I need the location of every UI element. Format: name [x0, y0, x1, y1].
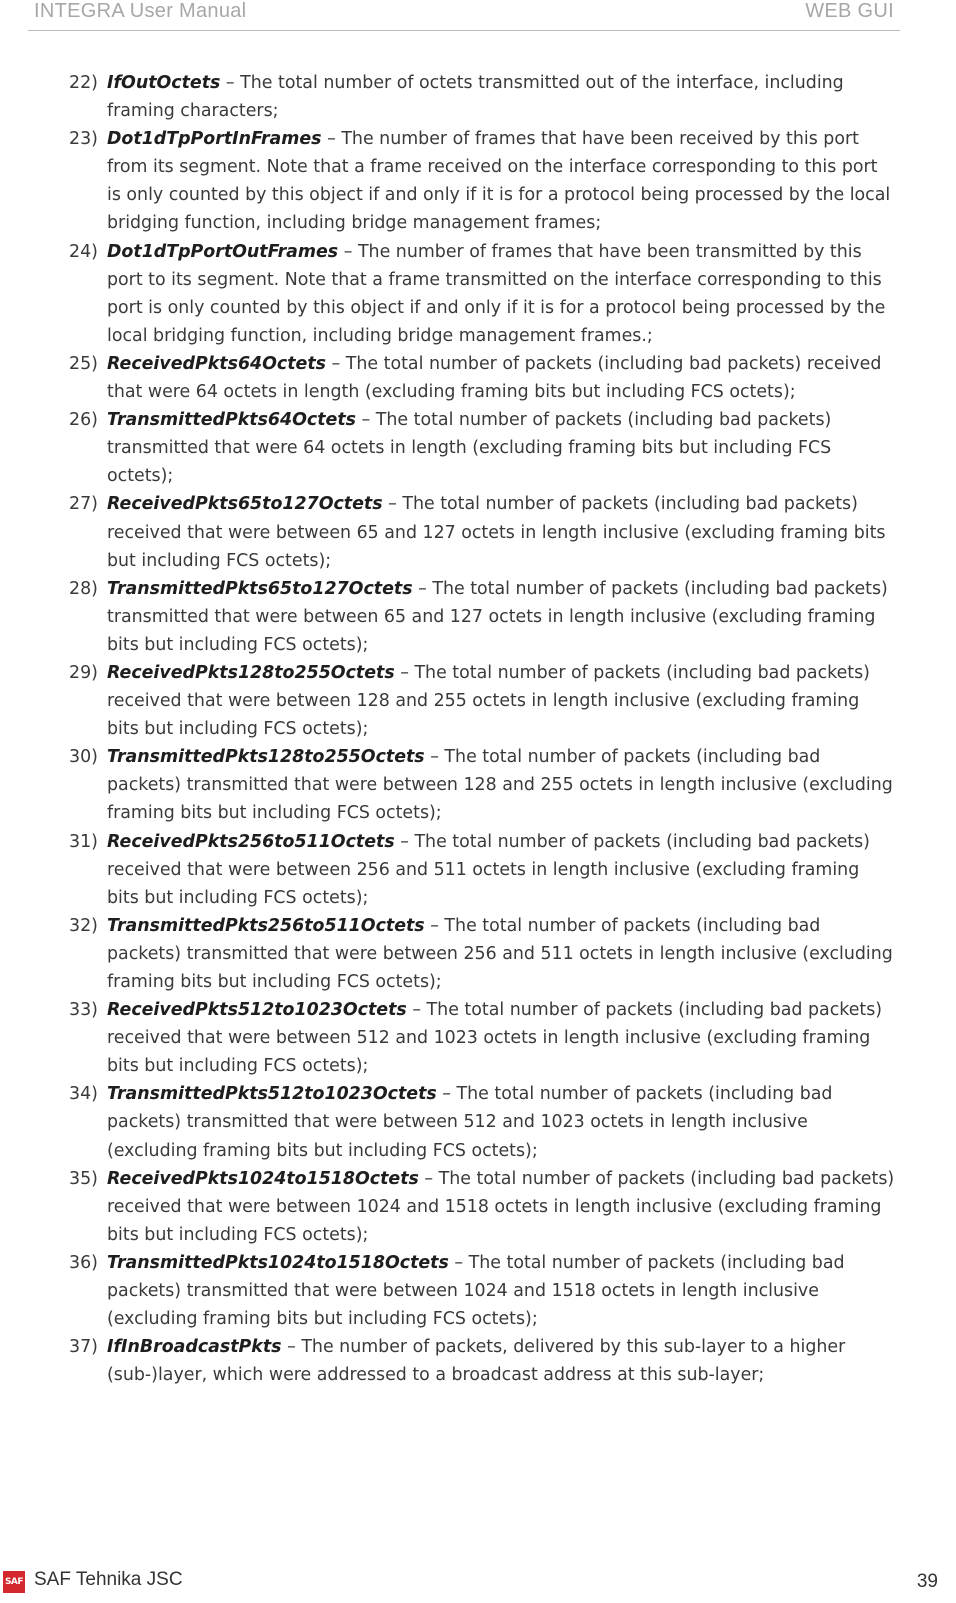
item-term: ReceivedPkts256to511Octets: [107, 831, 395, 852]
item-description: The number of packets, delivered by this sub-layer to a higher (sub-)layer, which were addressed to a broadcast address at this sub-layer;: [107, 1337, 846, 1386]
item-term: ReceivedPkts1024to1518Octets: [107, 1168, 419, 1189]
list-item: [66, 1165, 896, 1249]
item-dash: –: [430, 915, 439, 936]
list-item: [66, 743, 896, 827]
item-term: TransmittedPkts512to1023Octets: [107, 1084, 437, 1105]
item-dash: –: [442, 1084, 451, 1105]
item-description: The total number of packets (including bad packets) received that were between 512 and 1023 octets in length inclusive (excluding framing bits but including FCS octets);: [107, 1000, 883, 1077]
item-term: TransmittedPkts256to511Octets: [107, 915, 425, 936]
company-name: SAF Tehnika JSC: [34, 1569, 183, 1590]
saf-logo-icon: SAF: [3, 1571, 25, 1593]
section-title: WEB GUI: [805, 0, 894, 22]
item-number: 34): [69, 1084, 98, 1105]
item-term: TransmittedPkts65to127Octets: [107, 578, 413, 599]
item-description: The total number of packets (including bad packets) received that were between 128 and 255 octets in length inclusive (excluding framing bits but including FCS octets);: [107, 662, 870, 740]
item-description: The total number of packets (including bad packets) received that were between 256 and 511 octets in length inclusive (excluding framing bits but including FCS octets);: [107, 831, 870, 908]
item-number: 37): [69, 1337, 98, 1358]
list-item: [66, 406, 896, 490]
item-description: The total number of packets (including bad packets) transmitted that were 64 octets in length (excluding framing bits but including FCS octets);: [107, 410, 832, 487]
item-description: The number of frames that have been received by this port from its segment. Note that a frame received on the interface corresponding to this port is only counted by this object if and only if it is for a protocol being processed by the local bridging function, including bridge management frames;: [107, 129, 891, 234]
item-dash: –: [331, 353, 341, 374]
item-number: 29): [69, 662, 98, 683]
item-dash: –: [225, 73, 235, 93]
page-number: 39: [916, 1571, 938, 1592]
item-dash: –: [400, 831, 409, 852]
list-item: [66, 238, 896, 350]
item-term: ReceivedPkts512to1023Octets: [107, 1000, 407, 1021]
item-term: Dot1dTpPortInFrames: [107, 129, 322, 150]
item-dash: –: [424, 1168, 434, 1189]
item-term: TransmittedPkts64Octets: [107, 410, 356, 431]
list-item: [66, 1080, 896, 1164]
list-item: [66, 912, 896, 996]
item-number: 22): [69, 73, 98, 93]
manual-title: INTEGRA User Manual: [34, 0, 247, 22]
item-term: Dot1dTpPortOutFrames: [107, 241, 339, 262]
item-description: The total number of packets (including bad packets) received that were between 1024 and 1518 octets in length inclusive (excluding framing bits but including FCS octets);: [107, 1168, 895, 1245]
item-dash: –: [361, 410, 371, 431]
item-number: 30): [69, 747, 98, 768]
item-term: IfOutOctets: [107, 73, 221, 93]
item-description: The total number of packets (including bad packets) received that were 64 octets in length (excluding framing bits but including FCS octets);: [107, 353, 882, 403]
item-description: The total number of packets (including bad packets) transmitted that were between 512 and 1023 octets in length inclusive (excluding framing bits but including FCS octets);: [107, 1084, 833, 1161]
list-item: [66, 828, 896, 912]
list-item: [66, 490, 896, 574]
list-item: [66, 350, 896, 406]
item-description: The total number of packets (including bad packets) transmitted that were between 1024 and 1518 octets in length inclusive (excluding framing bits but including FCS octets);: [107, 1252, 845, 1330]
list-item: [66, 659, 896, 743]
item-term: ReceivedPkts128to255Octets: [107, 662, 395, 683]
page-footer: [0, 1563, 956, 1603]
item-description: The total number of packets (including bad packets) received that were between 65 and 127 octets in length inclusive (excluding framing bits but including FCS octets);: [107, 494, 886, 571]
list-item: [66, 69, 896, 125]
item-number: 28): [69, 578, 98, 599]
item-dash: –: [327, 129, 336, 150]
item-description: The number of frames that have been transmitted by this port to its segment. Note that a frame transmitted on the interface corresponding to this port is only counted by this object if and only if it is for a protocol being processed by the local bridging function, including bridge management frames.;: [107, 241, 886, 346]
list-item: [66, 575, 896, 659]
item-number: 31): [69, 831, 98, 852]
list-item: [66, 1249, 896, 1333]
item-dash: –: [412, 1000, 422, 1021]
item-dash: –: [400, 662, 409, 683]
item-dash: –: [388, 494, 397, 515]
item-description: The total number of packets (including bad packets) transmitted that were between 256 and 511 octets in length inclusive (excluding framing bits but including FCS octets);: [107, 915, 893, 992]
item-number: 27): [69, 494, 98, 515]
item-term: TransmittedPkts128to255Octets: [107, 747, 425, 768]
item-term: ReceivedPkts65to127Octets: [107, 494, 383, 515]
item-description: The total number of packets (including bad packets) transmitted that were between 128 and 255 octets in length inclusive (excluding framing bits but including FCS octets);: [107, 747, 893, 824]
item-term: ReceivedPkts64Octets: [107, 353, 327, 374]
item-number: 25): [69, 353, 98, 374]
page-header: [28, 0, 900, 31]
item-dash: –: [418, 578, 427, 599]
item-number: 24): [69, 241, 98, 262]
item-term: TransmittedPkts1024to1518Octets: [107, 1252, 449, 1273]
item-number: 33): [69, 1000, 98, 1021]
item-dash: –: [287, 1337, 296, 1358]
item-description: The total number of octets transmitted out of the interface, including framing characters;: [107, 73, 844, 122]
list-item: [66, 125, 896, 237]
item-number: 23): [69, 129, 98, 150]
item-dash: –: [454, 1252, 464, 1273]
list-item: [66, 1333, 896, 1389]
item-term: IfInBroadcastPkts: [107, 1337, 282, 1358]
list-item: [66, 996, 896, 1080]
item-dash: –: [430, 747, 439, 768]
counter-definition-list: [66, 69, 896, 1389]
item-number: 26): [69, 410, 98, 431]
item-number: 36): [69, 1252, 98, 1273]
item-number: 35): [69, 1168, 98, 1189]
item-dash: –: [343, 241, 353, 262]
item-number: 32): [69, 915, 98, 936]
item-description: The total number of packets (including bad packets) transmitted that were between 65 and 127 octets in length inclusive (excluding framing bits but including FCS octets);: [107, 578, 888, 655]
